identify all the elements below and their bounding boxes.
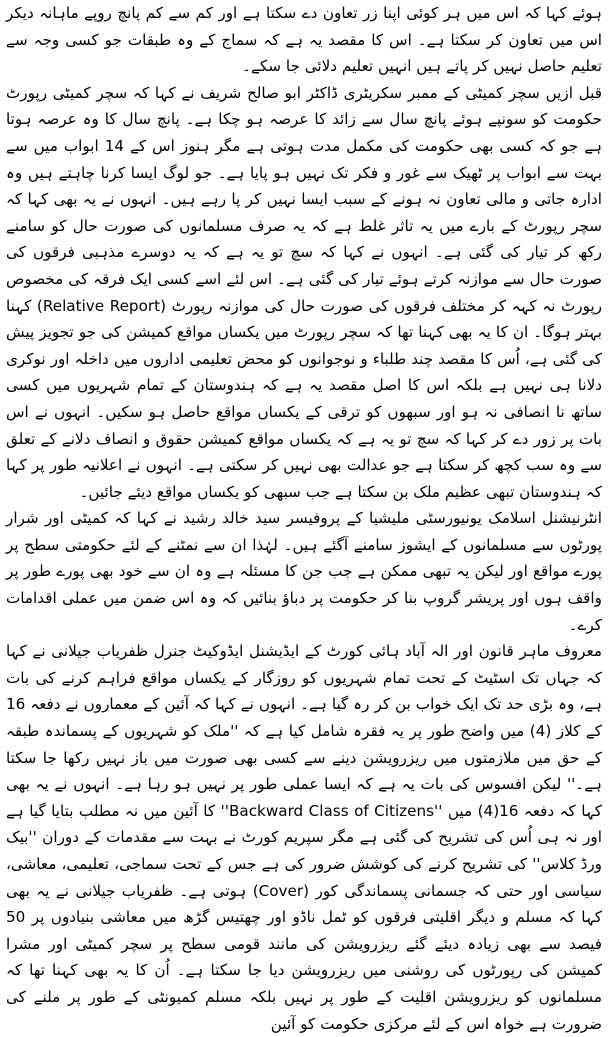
article-column <box>6 0 603 1033</box>
article-paragraph-1: ہوئے کہا کہ اس میں ہر کوئی اپنا زر تعاون دے سکتا ہے اور کم سے کم پانچ روپے ماہانہ دیکر اس میں تعاون کر سکتا ہے۔ اس کا مقصد یہ ہے کہ سماج کے وہ طبقات جو کسی وجہ سے تعلیم حاصل نہیں کر پاتے ہیں انہیں تعلیم دلائی جا سکے۔ <box>6 4 602 76</box>
article-paragraph-3: انٹرنیشنل اسلامک یونیورسٹی ملیشیا کے پروفیسر سید خالد رشید نے کہا کہ کمیٹی اور شرار پورٹوں سے مسلمانوں کے ایشوز سامنے آگئے ہیں۔ لہٰذا ان سے نمٹنے کے لئے حکومتی سطح پر پورے مواقع اور لیکن یہ تبھی ممکن ہے جب جن کا مسئلہ ہے وہ ان سے خود بھی پورے طور پر واقف ہوں اور پریشر گروپ بنا کر حکومت پر دباؤ بنائیں کہ وہ اس ضمن میں عملی اقدامات کرے۔ <box>6 509 602 634</box>
article-paragraph-4: معروف ماہر قانون اور الہ آباد ہائی کورٹ کے ایڈیشنل ایڈوکیٹ جنرل ظفریاب جیلانی نے کہا کہ جہاں تک اسٹیٹ کے تحت تمام شہریوں کو روزگار کے یکساں مواقع فراہم کرنے کی بات ہے، وہ بڑی حد تک ایک خواب بن کر رہ گیا ہے۔ انہوں نے کہا کہ آئین کے معماروں نے دفعہ 16 کے کلاز (4) میں واضح طور پر یہ فقرہ شامل کیا ہے کہ ''ملک کو شہریوں کے پسماندہ طبقہ کے حق میں ملازمتوں میں ریزرویشن دینے سے کسی بھی صورت میں باز نہیں رکھا جا سکتا ہے۔'' لیکن افسوس کی بات یہ ہے کہ ایسا عملی طور پر نہیں ہو رہا ہے۔ انہوں نے یہ بھی کہا کہ دفعہ 16(4) میں ''Backward Class of Citizens'' کا آئین میں نہ مطلب بتایا گیا ہے اور نہ ہی اُس کی تشریح کی گئی ہے مگر سپریم کورٹ نے بہت سے مقدمات کے دوران ''بیک ورڈ کلاس'' کی تشریح کرنے کی کوشش ضرور کی ہے جس کے تحت سماجی، تعلیمی، معاشی، سیاسی اور حتی کہ جسمانی پسماندگی کور (Cover) ہوتی ہے۔ ظفریاب جیلانی نے یہ بھی کہا کہ مسلم و دیگر اقلیتی فرقوں کو ٹمل ناڈو اور چھتیس گڑھ میں معاشی بنیادوں پر 50 فیصد سے بھی زیادہ دیئے گئے ریزرویشن کی مانند قومی سطح پر سچر کمیٹی اور مشرا کمیشن کی رپورٹوں کی روشنی میں ریزرویشن دیا جا سکتا ہے۔ اُن کا یہ بھی کہنا تھا کہ مسلمانوں کو ریزرویشن اقلیت کے طور پر نہیں بلکہ مسلم کمیونٹی کے طور پر ملنے کی ضرورت ہے خواہ اس کے لئے مرکزی حکومت کو آئین <box>6 642 603 1033</box>
article-paragraph-2: قبل ازیں سچر کمیٹی کے ممبر سکریٹری ڈاکٹر ابو صالح شریف نے کہا کہ سچر کمیٹی رپورٹ حکومت کو سونپے ہوئے پانچ سال سے زائد کا عرصہ ہو چکا ہے۔ پانچ سال کا وہ عرصہ ہوتا ہے جو کہ کسی بھی حکومت کی مکمل مدت ہوتی ہے مگر ہنوز اس کے 14 ابواب میں سے بہت سے ابواب پر ٹھیک سے غور و فکر تک نہیں ہو پایا ہے۔ جو لوگ ایسا کرنا چاہتے ہیں وہ ادارہ جاتی و مالی تعاون نہ ہونے کے سبب ایسا نہیں کر پا رہے ہیں۔ انہوں نے یہ بھی کہا کہ سچر رپورٹ کے بارے میں یہ تاثر غلط ہے کہ یہ صرف مسلمانوں کی صورت حال کو سامنے رکھ کر تیار کی گئی ہے۔ انہوں نے کہا کہ سچ تو یہ ہے کہ یہ دوسرے مذہبی فرقوں کی صورت حال سے موازنہ کرتے ہوئے تیار کی گئی ہے۔ اس لئے اسے کسی ایک فرقہ کی مخصوص رپورٹ نہ کہہ کر مختلف فرقوں کی صورت حال کی موازنہ رپورٹ (Relative Report) کہنا بہتر ہوگا۔ ان کا یہ بھی کہنا تھا کہ سچر رپورٹ میں یکساں مواقع کمیشن کی جو تجویز پیش کی گئی ہے، اُس کا مقصد چند طلباء و نوجوانوں کو محض تعلیمی اداروں میں داخلہ اور نوکری دلانا ہی نہیں ہے بلکہ اس کا اصل مقصد یہ ہے کہ ہندوستان کے تمام شہریوں میں کسی ساتھ نا انصافی نہ ہو اور سبھوں کو ترقی کے یکساں مواقع حاصل ہو سکیں۔ انہوں نے اس بات پر زور دے کر کہا کہ سچ تو یہ ہے کہ یکساں مواقع کمیشن حقوق و انصاف دلانے کے تعلق سے وہ سب کچھ کر سکتا ہے جو عدالت بھی نہیں کر سکتی ہے۔ انہوں نے اعلانیہ طور پر کہا کہ ہندوستان تبھی عظیم ملک بن سکتا ہے جب سبھی کو یکساں مواقع دیئے جائیں۔ <box>6 83 603 501</box>
